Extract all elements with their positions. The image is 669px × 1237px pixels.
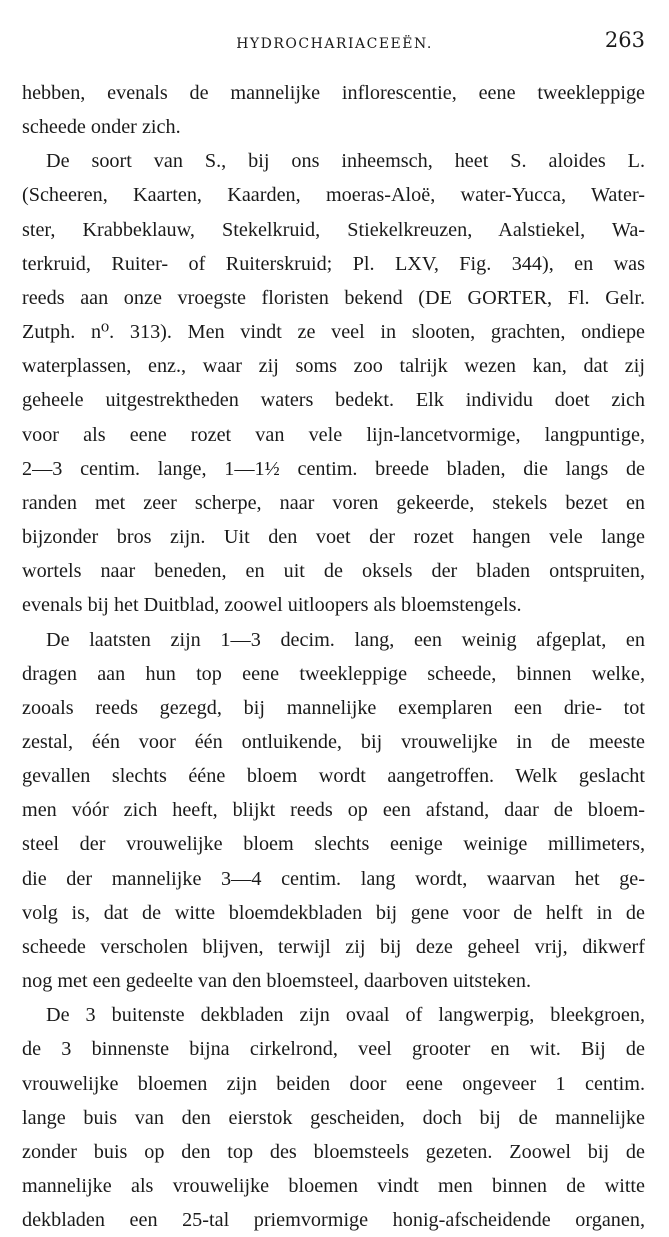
text-line: steel der vrouwelijke bloem slechts eenige weinige millimeters, bbox=[22, 833, 645, 856]
text-line: zooals reeds gezegd, bij mannelijke exemplaren een drie- tot bbox=[22, 696, 645, 719]
text-line: reeds aan onze vroegste floristen bekend (DE GORTER, Fl. Gelr. bbox=[22, 286, 645, 309]
text-line: de 3 binnenste bijna cirkelrond, veel grooter en wit. Bij de bbox=[22, 1038, 645, 1061]
text-line: waterplassen, enz., waar zij soms zoo talrijk wezen kan, dat zij bbox=[22, 355, 645, 378]
text-line: scheede verscholen blijven, terwijl zij bij deze geheel vrij, dikwerf bbox=[22, 935, 645, 958]
text-line: wortels naar beneden, en uit de oksels der bladen ontspruiten, bbox=[22, 560, 645, 583]
text-line: De 3 buitenste dekbladen zijn ovaal of langwerpig, bleekgroen, bbox=[46, 1004, 645, 1027]
text-line: De laatsten zijn 1—3 decim. lang, een weinig afgeplat, en bbox=[46, 628, 645, 651]
text-line: gevallen slechts ééne bloem wordt aangetroffen. Welk geslacht bbox=[22, 765, 645, 788]
text-line: dekbladen een 25-tal priemvormige honig-afscheidende organen, bbox=[22, 1209, 645, 1232]
text-line: (Scheeren, Kaarten, Kaarden, moeras-Aloë, water-Yucca, Water- bbox=[22, 184, 645, 207]
text-line: vrouwelijke bloemen zijn beiden door eene ongeveer 1 centim. bbox=[22, 1072, 645, 1095]
text-line: zonder buis op den top des bloemsteels gezeten. Zoowel bij de bbox=[22, 1140, 645, 1163]
text-line: evenals bij het Duitblad, zoowel uitloopers als bloemstengels. bbox=[22, 594, 522, 617]
text-line: zestal, één voor één ontluikende, bij vrouwelijke in de meeste bbox=[22, 730, 645, 753]
text-line: nog met een gedeelte van den bloemsteel, daarboven uitsteken. bbox=[22, 970, 531, 993]
text-line: volg is, dat de witte bloemdekbladen bij gene voor de helft in de bbox=[22, 901, 645, 924]
text-line: Zutph. n⁰. 313). Men vindt ze veel in slooten, grachten, ondiepe bbox=[22, 321, 645, 344]
text-line: ster, Krabbeklauw, Stekelkruid, Stiekelkreuzen, Aalstiekel, Wa- bbox=[22, 218, 645, 241]
text-line: mannelijke als vrouwelijke bloemen vindt men binnen de witte bbox=[22, 1175, 645, 1197]
text-line: dragen aan hun top eene tweekleppige scheede, binnen welke, bbox=[22, 662, 645, 685]
body-text bbox=[22, 76, 645, 1237]
text-line: lange buis van den eierstok gescheiden, doch bij de mannelijke bbox=[22, 1106, 645, 1129]
text-line: men vóór zich heeft, blijkt reeds op een afstand, daar de bloem- bbox=[22, 799, 645, 822]
text-line: hebben, evenals de mannelijke inflorescentie, eene tweekleppige bbox=[22, 82, 645, 104]
text-line: terkruid, Ruiter- of Ruiterskruid; Pl. LXV, Fig. 344), en was bbox=[22, 252, 645, 275]
text-line: die der mannelijke 3—4 centim. lang wordt, waarvan het ge- bbox=[22, 867, 645, 890]
text-line: randen met zeer scherpe, naar voren gekeerde, stekels bezet en bbox=[22, 491, 645, 514]
text-line: voor als eene rozet van vele lijn-lancetvormige, langpuntige, bbox=[22, 423, 645, 446]
page-number: 263 bbox=[604, 28, 645, 52]
page-header bbox=[0, 28, 669, 58]
text-line: bijzonder bros zijn. Uit den voet der rozet hangen vele lange bbox=[22, 526, 645, 549]
text-line: 2—3 centim. lange, 1—1½ centim. breede bladen, die langs de bbox=[22, 457, 645, 480]
text-line: scheede onder zich. bbox=[22, 116, 181, 139]
text-line: geheele uitgestrektheden waters bedekt. Elk individu doet zich bbox=[22, 389, 645, 412]
text-line: De soort van S., bij ons inheemsch, heet S. aloides L. bbox=[46, 150, 645, 173]
running-title: HYDROCHARIACEEËN. bbox=[236, 36, 433, 52]
